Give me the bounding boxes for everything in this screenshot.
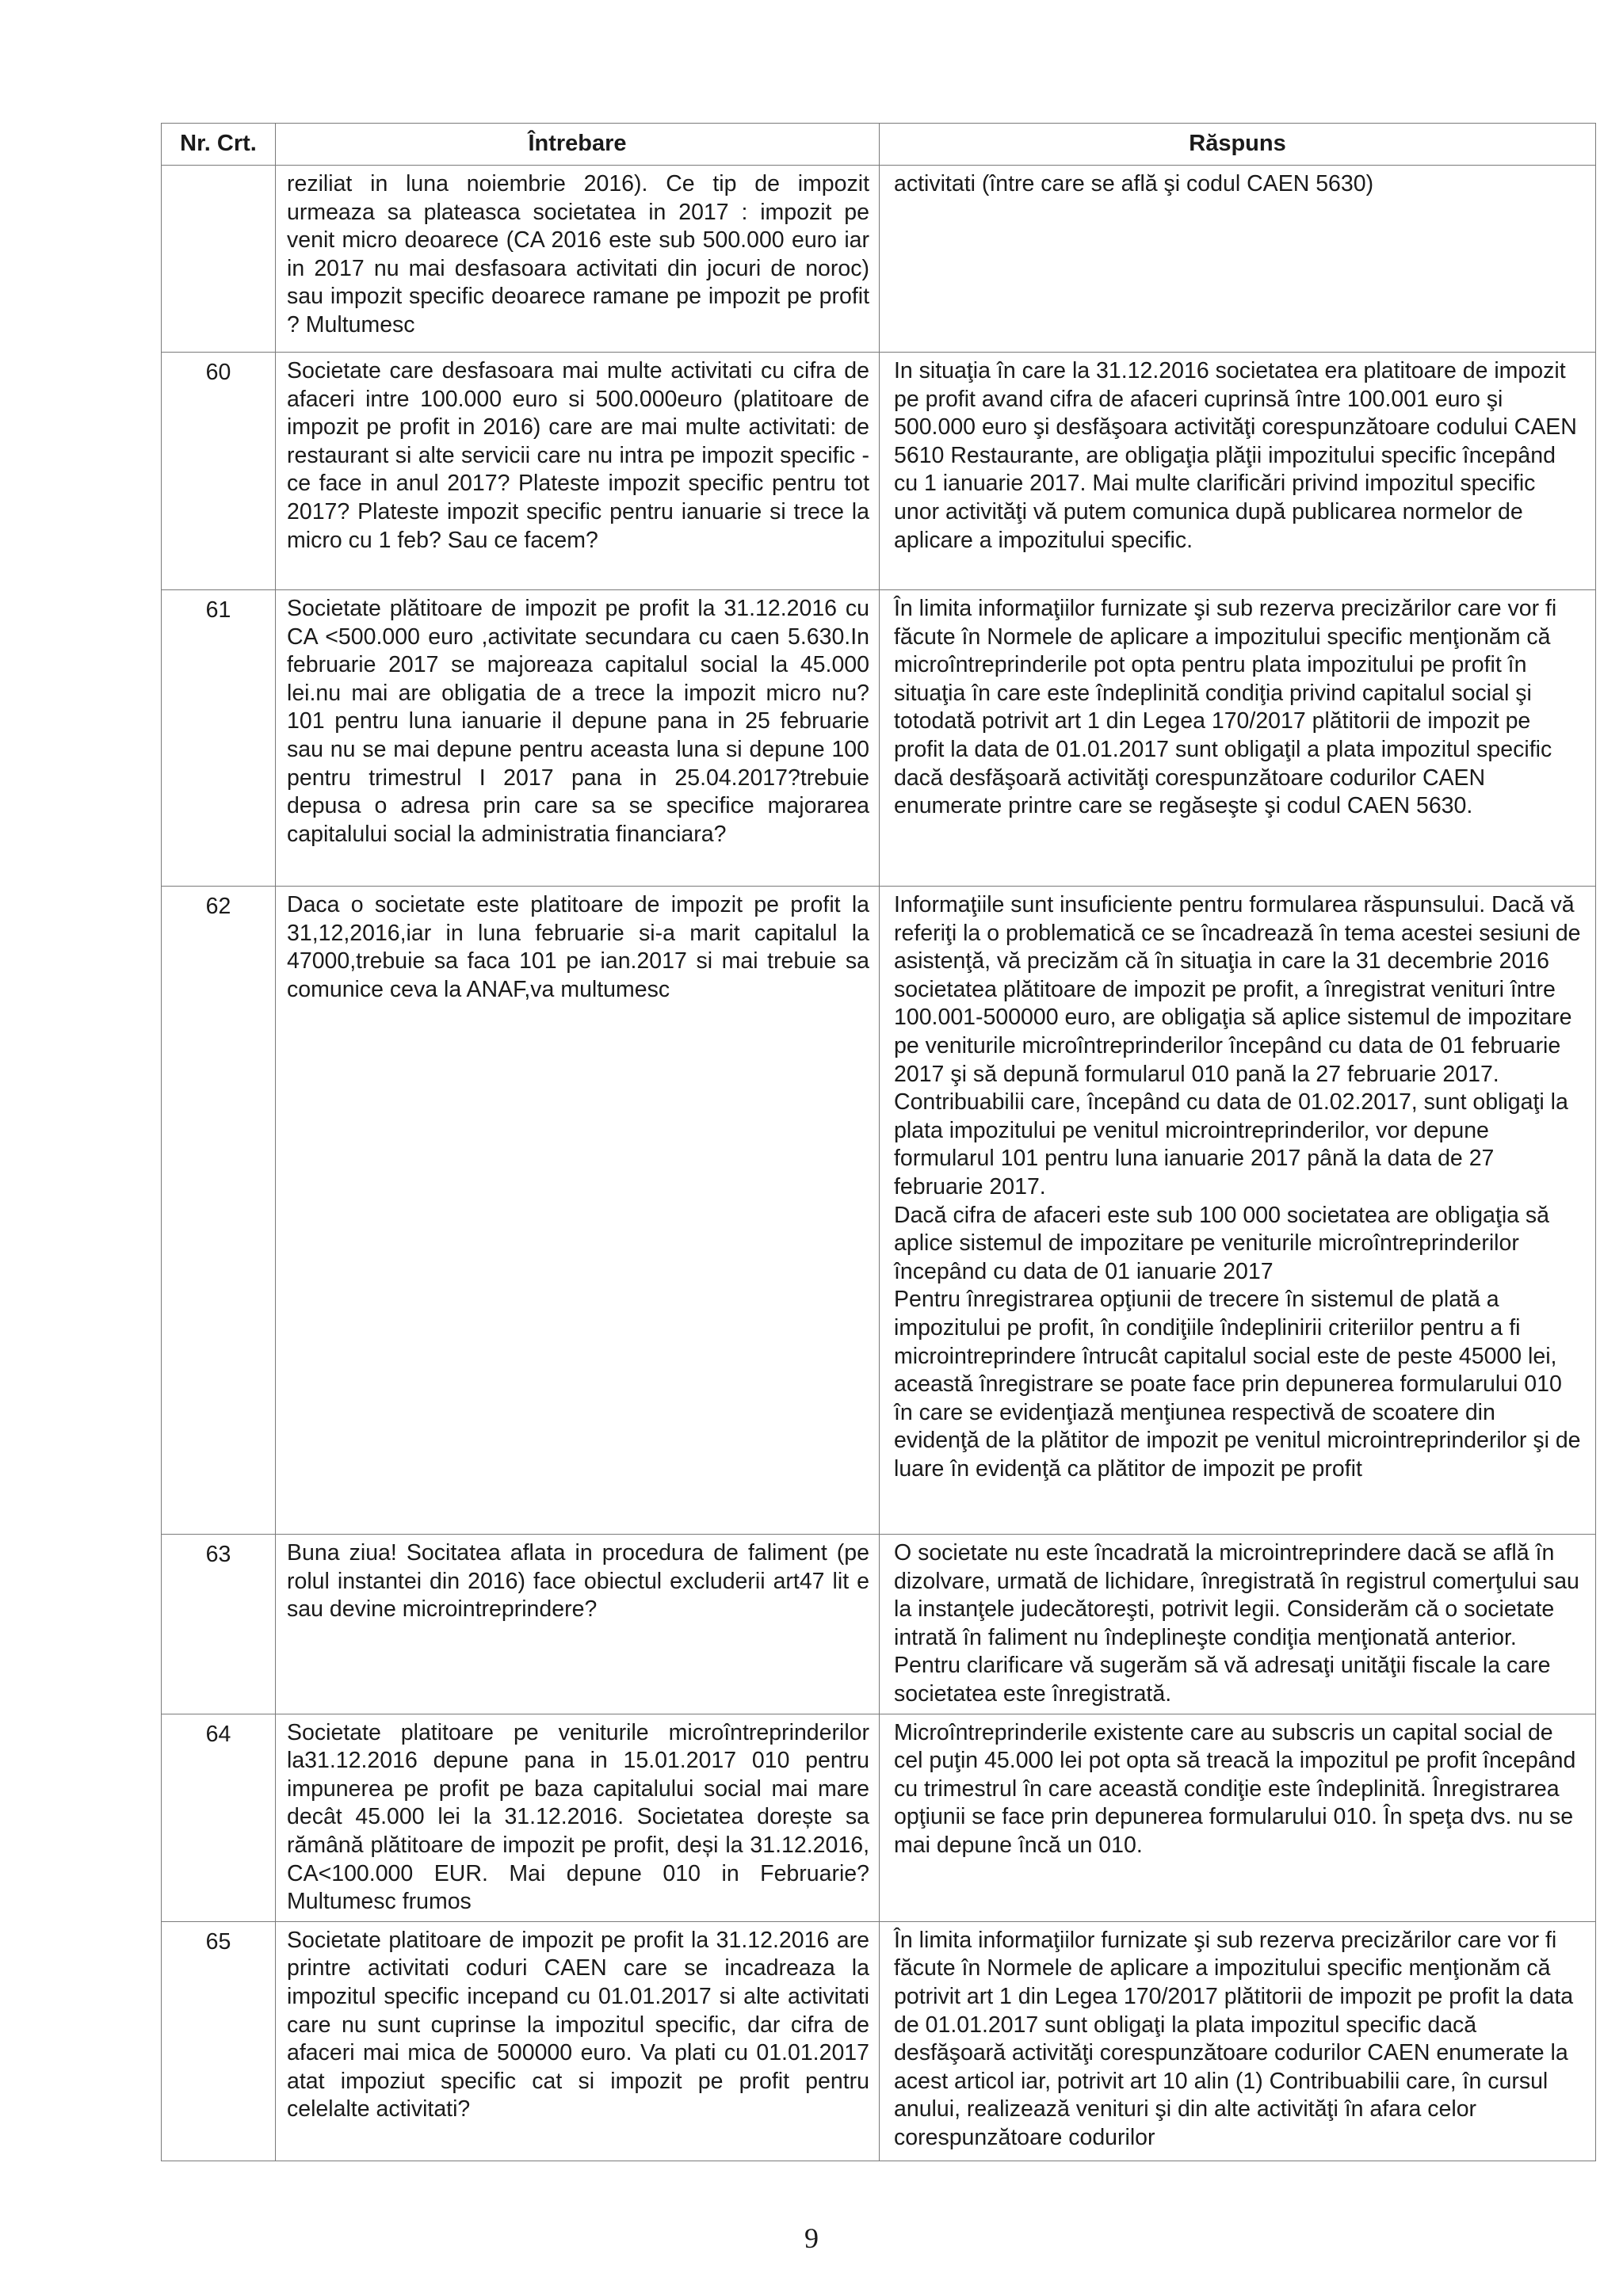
question-cell: Societate platitoare de impozit pe profit la 31.12.2016 are printre activitati coduri CAEN care se incadreaza la impozitul specific incepand cu 01.01.2017 si alte activitati care nu sunt cuprinse la impozitul specific, dar cifra de afaceri mai mica de 500000 euro. Va plati cu 01.01.2017 atat impoziut specific cat si impozit pe profit pentru celelalte activitati? [276, 1921, 880, 2161]
answer-cell: În limita informaţiilor furnizate şi sub rezerva precizărilor care vor fi făcute în Normele de aplicare a impozitului specific menţionăm că microîntreprinderile pot opta pentru plata impozitului pe profit în situaţia în care este îndeplinită condiţia privind capitalul social şi totodată potrivit art 1 din Legea 170/2017 plătitorii de impozit pe profit la data de 01.01.2017 sunt obligaţil a plata impozitul specific dacă desfăşoară activităţi corespunzătoare codurilor CAEN enumerate printre care se regăseşte şi codul CAEN 5630. [880, 590, 1596, 887]
answer-cell: În limita informaţiilor furnizate şi sub rezerva precizărilor care vor fi făcute în Normele de aplicare a impozitului specific menţionăm că potrivit art 1 din Legea 170/2017 plătitorii de impozit pe profit la data de 01.01.2017 sunt obligaţi la plata impozitul specific dacă desfăşoară activităţi corespunzătoare codurilor CAEN enumerate la acest articol iar, potrivit art 10 alin (1) Contribuabilii care, în cursul anului, realizează venituri şi din alte activităţi în afara celor corespunzătoare codurilor [880, 1921, 1596, 2161]
table-row [162, 1535, 1596, 1714]
question-cell: Daca o societate este platitoare de impozit pe profit la 31,12,2016,iar in luna februarie si-a marit capitalul la 47000,trebuie sa faca 101 pe ian.2017 si mai trebuie sa comunice ceva la ANAF,va multumesc [276, 887, 880, 1535]
row-number: 61 [162, 590, 276, 887]
answer-cell: O societate nu este încadrată la microintreprindere dacă se află în dizolvare, urmată de lichidare, înregistrată în registrul comerţului sau la instanţele judecătoreşti, potrivit legii. Considerăm că o societate intrată în faliment nu îndeplineşte condiţia menţionată anterior. Pentru clarificare vă sugerăm să vă adresaţi unităţii fiscale la care societatea este înregistrată. [880, 1535, 1596, 1714]
qa-table [161, 123, 1596, 2161]
table-row [162, 166, 1596, 353]
header-row [162, 124, 1596, 166]
table-row [162, 887, 1596, 1535]
row-number: 64 [162, 1714, 276, 1921]
row-number: 62 [162, 887, 276, 1535]
question-cell: Buna ziua! Socitatea aflata in procedura de faliment (pe rolul instantei din 2016) face obiectul excluderii art47 lit e sau devine microintreprindere? [276, 1535, 880, 1714]
question-cell: Societate plătitoare de impozit pe profit la 31.12.2016 cu CA <500.000 euro ,activitate secundara cu caen 5.630.In februarie 2017 se majoreaza capitalul social la 45.000 lei.nu mai are obligatia de a trece la impozit micro nu? 101 pentru luna ianuarie il depune pana in 25 februarie sau nu se mai depune pentru aceasta luna si depune 100 pentru trimestrul I 2017 pana in 25.04.2017?trebuie depusa o adresa prin care sa se specifice majorarea capitalului social la administratia financiara? [276, 590, 880, 887]
answer-cell: Informaţiile sunt insuficiente pentru formularea răspunsului. Dacă vă referiţi la o problematică ce se încadrează în tema acestei sesiuni de asistenţă, vă precizăm că în situaţia in care la 31 decembrie 2016 societatea plătitoare de impozit pe profit, a înregistrat venituri între 100.001-500000 euro, are obligaţia să aplice sistemul de impozitare pe veniturile microîntreprinderilor începând cu data de 01 februarie 2017 şi să depună formularul 010 pană la 27 februarie 2017. Contribuabilii care, începând cu data de 01.02.2017, sunt obligaţi la plata impozitului pe venitul microintreprinderilor, vor depune formularul 101 pentru luna ianuarie 2017 până la data de 27 februarie 2017. Dacă cifra de afaceri este sub 100 000 societatea are obligaţia să aplice sistemul de impozitare pe veniturile microîntreprinderilor începând cu data de 01 ianuarie 2017 Pentru înregistrarea opţiunii de trecere în sistemul de plată a impozitului pe profit, în condiţiile îndeplinirii criteriilor pentru a fi microintreprindere întrucât capitalul social este de peste 45000 lei, această înregistrare se poate face prin depunerea formularului 010 în care se evidenţiază menţiunea respectivă de scoatere din evidenţă de la plătitor de impozit pe venitul microintreprinderilor şi de luare în evidenţă ca plătitor de impozit pe profit [880, 887, 1596, 1535]
question-cell: reziliat in luna noiembrie 2016). Ce tip de impozit urmeaza sa plateasca societatea in 2017 : impozit pe venit micro deoarece (CA 2016 este sub 500.000 euro iar in 2017 nu mai desfasoara activitati din jocuri de noroc) sau impozit specific deoarece ramane pe impozit pe profit ? Multumesc [276, 166, 880, 353]
page-number: 9 [804, 2222, 819, 2254]
row-number: 60 [162, 353, 276, 590]
answer-cell: Microîntreprinderile existente care au subscris un capital social de cel puţin 45.000 lei pot opta să treacă la impozitul pe profit începând cu trimestrul în care această condiţie este îndeplinită. Înregistrarea opţiunii se face prin depunerea formularului 010. În speţa dvs. nu se mai depune încă un 010. [880, 1714, 1596, 1921]
header-nr-crt: Nr. Crt. [162, 124, 276, 166]
header-raspuns: Răspuns [880, 124, 1596, 166]
table-row [162, 353, 1596, 590]
table-row [162, 590, 1596, 887]
question-cell: Societate platitoare pe veniturile microîntreprinderilor la31.12.2016 depune pana in 15.01.2017 010 pentru impunerea pe profit pe baza capitalului social mai mare decât 45.000 lei la 31.12.2016. Societatea dorește sa rămână plătitoare de impozit pe profit, deși la 31.12.2016, CA<100.000 EUR. Mai depune 010 in Februarie? Multumesc frumos [276, 1714, 880, 1921]
row-number: 63 [162, 1535, 276, 1714]
row-number: 65 [162, 1921, 276, 2161]
table-row [162, 1714, 1596, 1921]
question-cell: Societate care desfasoara mai multe activitati cu cifra de afaceri intre 100.000 euro si 500.000euro (platitoare de impozit pe profit in 2016) care are mai multe activitati: de restaurant si alte servicii care nu intra pe impozit specific - ce face in anul 2017? Plateste impozit specific pentru tot 2017? Plateste impozit specific pentru ianuarie si trece la micro cu 1 feb? Sau ce facem? [276, 353, 880, 590]
header-intrebare: Întrebare [276, 124, 880, 166]
row-number [162, 166, 276, 353]
answer-cell: In situaţia în care la 31.12.2016 societatea era platitoare de impozit pe profit avand cifra de afaceri cuprinsă între 100.001 euro şi 500.000 euro şi desfăşoara activităţi corespunzătoare codului CAEN 5610 Restaurante, are obligaţia plăţii impozitului specific începând cu 1 ianuarie 2017. Mai multe clarificări privind impozitul specific unor activităţi vă putem comunica după publicarea normelor de aplicare a impozitului specific. [880, 353, 1596, 590]
answer-cell: activitati (între care se află şi codul CAEN 5630) [880, 166, 1596, 353]
table-row [162, 1921, 1596, 2161]
